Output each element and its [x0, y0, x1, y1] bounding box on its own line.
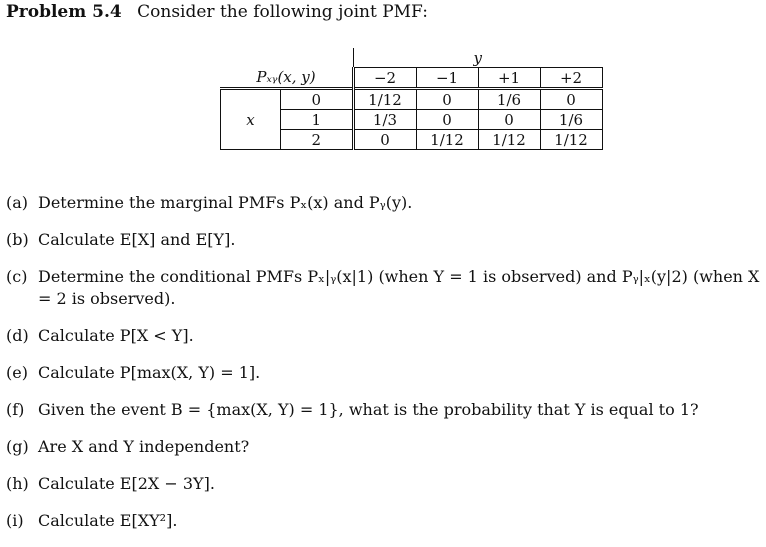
table-cell: 1/3 — [353, 110, 416, 130]
table-cell: 1/6 — [478, 89, 540, 110]
table-cell: 1/12 — [416, 130, 478, 150]
question-item — [6, 266, 762, 310]
question-item — [6, 399, 762, 421]
problem-number: Problem 5.4 — [6, 2, 122, 22]
question-text: Calculate E[2X − 3Y]. — [38, 474, 215, 493]
question-item — [6, 510, 762, 532]
question-label: (i) — [6, 511, 24, 530]
question-text: Calculate E[XY²]. — [38, 511, 178, 530]
question-label: (a) — [6, 193, 29, 212]
row-header: 2 — [281, 130, 354, 150]
question-label: (d) — [6, 326, 29, 345]
question-item — [6, 192, 762, 214]
question-item — [6, 325, 762, 347]
table-cell: 1/6 — [540, 110, 602, 130]
question-text: Calculate E[X] and E[Y]. — [38, 230, 236, 249]
col-header: +2 — [540, 68, 602, 89]
question-item — [6, 436, 762, 458]
table-cell: 1/12 — [353, 89, 416, 110]
row-header: 0 — [281, 89, 354, 110]
y-variable-label: y — [353, 48, 602, 68]
question-label: (b) — [6, 230, 29, 249]
x-variable-label: x — [221, 110, 281, 130]
col-header: −2 — [353, 68, 416, 89]
question-text: Given the event B = {max(X, Y) = 1}, what is the probability that Y is equal to 1? — [38, 400, 699, 419]
question-text: Calculate P[X < Y]. — [38, 326, 194, 345]
table-cell: 0 — [416, 110, 478, 130]
joint-pmf-table — [220, 48, 603, 150]
table-cell: 1/12 — [478, 130, 540, 150]
question-text: Determine the conditional PMFs Pₓ|ᵧ(x|1) (when Y = 1 is observed) and Pᵧ|ₓ(y|2) (when X = 2 is observed). — [38, 267, 760, 308]
table-cell: 1/12 — [540, 130, 602, 150]
question-item — [6, 473, 762, 495]
problem-intro: Consider the following joint PMF: — [137, 2, 428, 22]
col-header: −1 — [416, 68, 478, 89]
question-label: (f) — [6, 400, 25, 419]
problem-heading — [6, 2, 428, 22]
question-text: Determine the marginal PMFs Pₓ(x) and Pᵧ(y). — [38, 193, 413, 212]
row-header: 1 — [281, 110, 354, 130]
table-cell: 0 — [540, 89, 602, 110]
question-list — [6, 192, 762, 547]
table-cell: 0 — [478, 110, 540, 130]
table-cell: 0 — [416, 89, 478, 110]
question-text: Calculate P[max(X, Y) = 1]. — [38, 363, 261, 382]
question-item — [6, 229, 762, 251]
table-cell: 0 — [353, 130, 416, 150]
pmf-corner-label: Pₓᵧ(x, y) — [256, 68, 316, 87]
question-label: (c) — [6, 267, 28, 286]
col-header: +1 — [478, 68, 540, 89]
question-item — [6, 362, 762, 384]
question-text: Are X and Y independent? — [38, 437, 250, 456]
question-label: (h) — [6, 474, 29, 493]
question-label: (e) — [6, 363, 28, 382]
question-label: (g) — [6, 437, 29, 456]
